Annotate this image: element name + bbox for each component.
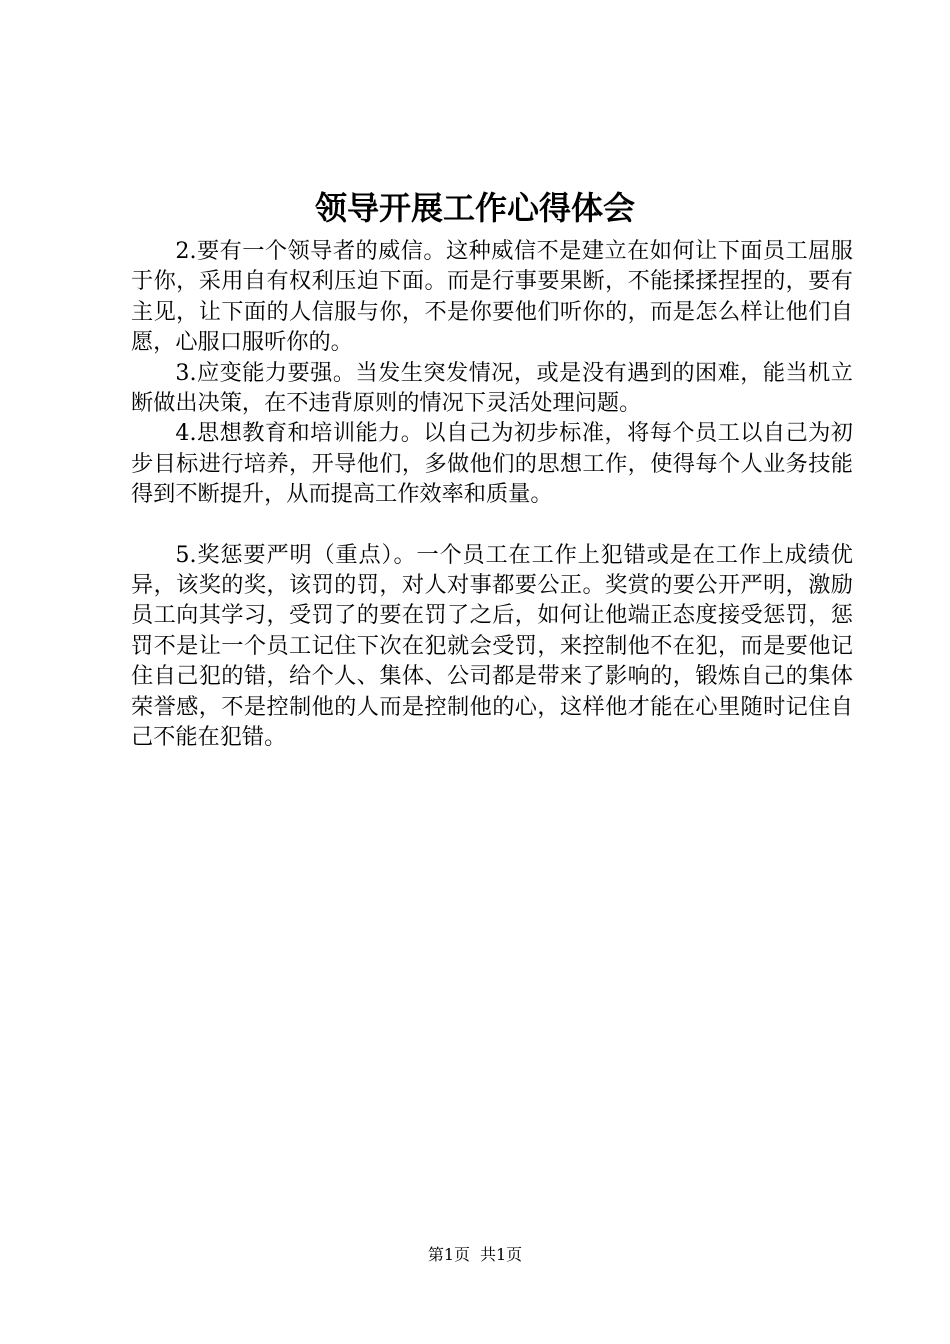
document-body [131,236,853,753]
page-number-total: 共1页 [480,1245,523,1264]
paragraph-5: 5.奖惩要严明（重点）。一个员工在工作上犯错或是在工作上成绩优异，该奖的奖，该罚的罚，对人对事都要公正。奖赏的要公开严明，激励员工向其学习，受罚了的要在罚了之后，如何让他端正态度接受惩罚，惩罚不是让一个员工记住下次在犯就会受罚，来控制他不在犯，而是要他记住自己犯的错，给个人、集体、公司都是带来了影响的，锻炼自己的集体荣誉感，不是控制他的人而是控制他的心，这样他才能在心里随时记住自己不能在犯错。 [131,541,853,751]
page-footer [0,1245,950,1265]
document-title: 领导开展工作心得体会 [314,189,635,227]
paragraph-2: 2.要有一个领导者的威信。这种威信不是建立在如何让下面员工屈服于你，采用自有权利压迫下面。而是行事要果断，不能揉揉捏捏的，要有主见，让下面的人信服与你，不是你要他们听你的，而是怎么样让他们自愿，心服口服听你的。 [131,238,853,356]
paragraph-3: 3.应变能力要强。当发生突发情况，或是没有遇到的困难，能当机立断做出决策，在不违背原则的情况下灵活处理问题。 [131,359,853,417]
page-number-current: 第1页 [427,1245,470,1264]
paragraph-4: 4.思想教育和培训能力。以自己为初步标准，将每个员工以自己为初步目标进行培养，开导他们，多做他们的思想工作，使得每个人业务技能得到不断提升，从而提高工作效率和质量。 [131,420,853,508]
